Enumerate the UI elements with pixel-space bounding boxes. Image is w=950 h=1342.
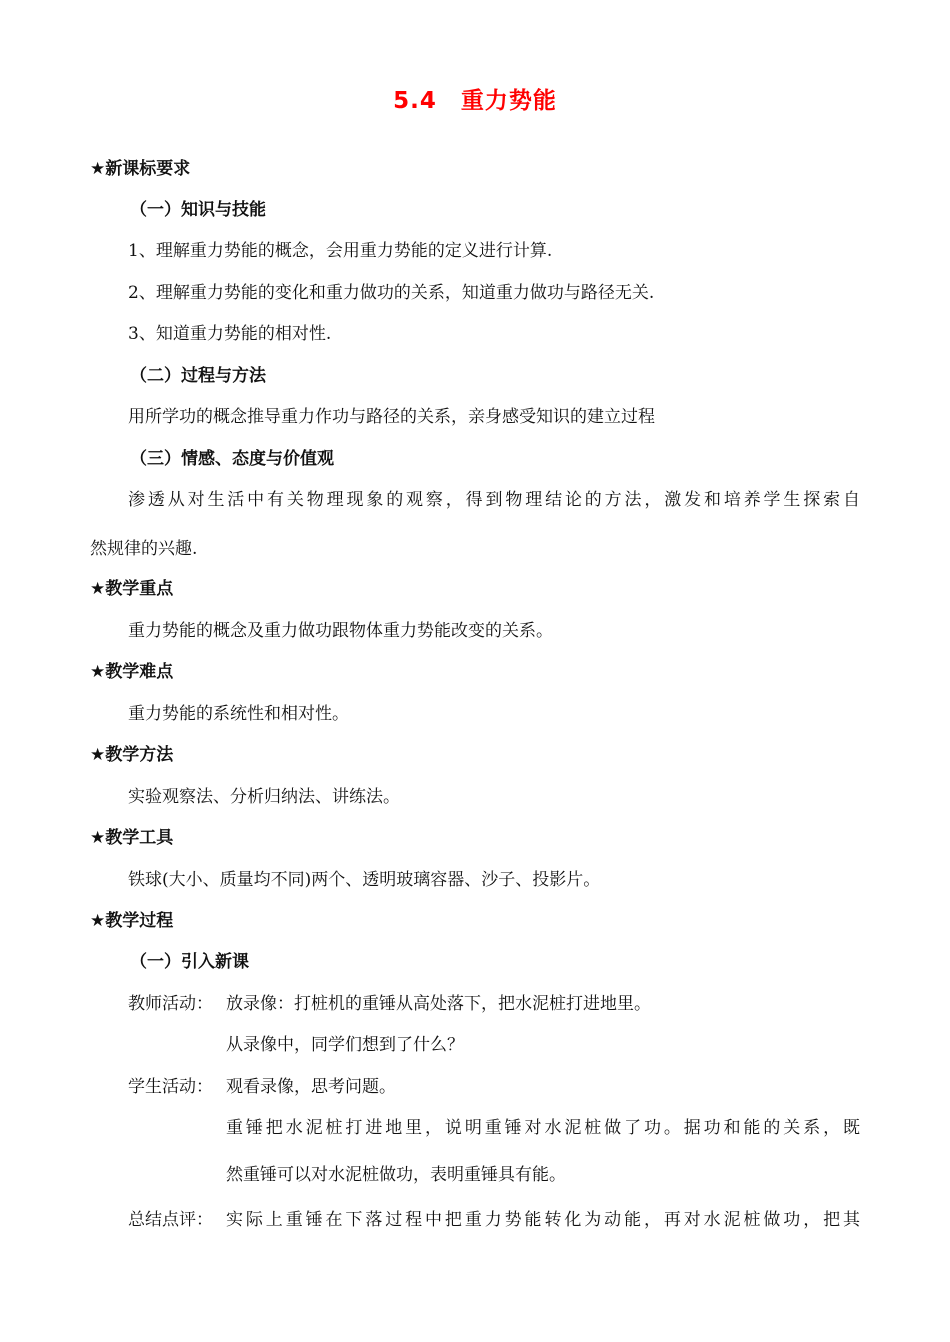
paragraph-line: 从录像中，同学们想到了什么？ [226,1035,464,1055]
paragraph: 实验观察法、分析归纳法、讲练法。 [128,787,400,807]
section-heading-procedure: ★教学过程 [90,911,174,931]
paragraph-line: 渗透从对生活中有关物理现象的观察，得到物理结论的方法，激发和培养学生探索自 [128,490,860,510]
student-activity-label: 学生活动： [128,1077,213,1097]
paragraph: 重力势能的系统性和相对性。 [128,704,349,724]
subheading-knowledge: （一）知识与技能 [130,200,266,220]
section-heading-difficulty: ★教学难点 [90,662,174,682]
paragraph: 铁球(大小、质量均不同)两个、透明玻璃容器、沙子、投影片。 [128,870,601,890]
paragraph: 用所学功的概念推导重力作功与路径的关系，亲身感受知识的建立过程 [128,407,655,427]
paragraph-line: 然规律的兴趣. [90,539,198,559]
section-heading-standards: ★新课标要求 [90,159,191,179]
section-heading-method: ★教学方法 [90,745,174,765]
paragraph: 重力势能的概念及重力做功跟物体重力势能改变的关系。 [128,621,553,641]
summary-label: 总结点评： [128,1210,213,1230]
subheading-process: （二）过程与方法 [130,366,266,386]
list-item: 3、知道重力势能的相对性. [128,324,332,344]
paragraph-line: 实际上重锤在下落过程中把重力势能转化为动能，再对水泥桩做功，把其 [226,1210,860,1230]
paragraph-line: 放录像：打桩机的重锤从高处落下，把水泥桩打进地里。 [226,994,651,1014]
teacher-activity-label: 教师活动： [128,994,213,1014]
paragraph-line: 重锤把水泥桩打进地里，说明重锤对水泥桩做了功。据功和能的关系，既 [226,1118,860,1138]
section-heading-key-point: ★教学重点 [90,579,174,599]
section-heading-tools: ★教学工具 [90,828,174,848]
document-title: 5.4 重力势能 [393,88,557,114]
paragraph-line: 然重锤可以对水泥桩做功，表明重锤具有能。 [226,1165,566,1185]
subheading-intro: （一）引入新课 [130,952,249,972]
subheading-values: （三）情感、态度与价值观 [130,449,334,469]
list-item: 2、理解重力势能的变化和重力做功的关系，知道重力做功与路径无关. [128,283,655,303]
paragraph-line: 观看录像，思考问题。 [226,1077,396,1097]
list-item: 1、理解重力势能的概念，会用重力势能的定义进行计算. [128,241,553,261]
